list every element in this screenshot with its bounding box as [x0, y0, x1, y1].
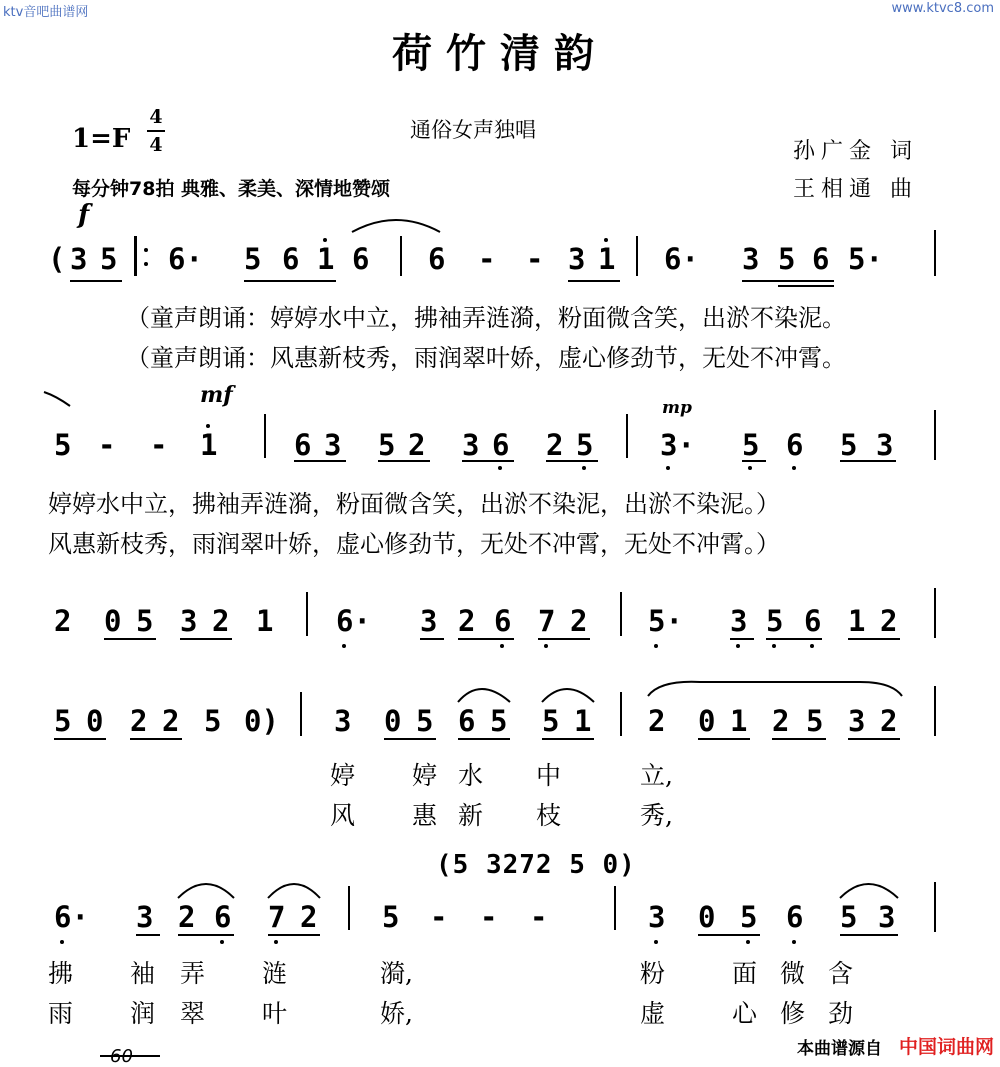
note-5: 5 [766, 604, 784, 638]
note-3: 3 [334, 704, 352, 738]
lyric-syllable: 惠 [412, 801, 438, 830]
note-1: 1 [730, 704, 748, 738]
dash: - [530, 900, 548, 934]
note-0: 0 [698, 900, 716, 934]
note-3: 3 [876, 428, 894, 462]
note-6: 6 [492, 428, 510, 462]
lyric-syllable: 叶 [262, 999, 288, 1028]
dash: - [150, 428, 168, 462]
note-1: 1 [574, 704, 592, 738]
note-5: 5 [382, 900, 400, 934]
lyric-syllable: 涟 [262, 959, 288, 988]
note-5: 5 [742, 428, 760, 462]
note-6: 6 [804, 604, 822, 638]
note-3: 3 [648, 900, 666, 934]
lyric-syllable: 微 [780, 959, 806, 988]
note-5: 5 [100, 242, 118, 276]
key-signature: 1=F [72, 124, 131, 154]
note-3: 3 [742, 242, 760, 276]
lyric-syllable: 婷 [412, 761, 438, 790]
note-2: 2 [880, 704, 898, 738]
lyric-syllable: 劲 [828, 999, 854, 1028]
lyric-syllable: 修 [780, 999, 806, 1028]
note-5: 5 [490, 704, 508, 738]
note-2: 2 [772, 704, 790, 738]
open-paren: ( [48, 242, 66, 276]
note-5: 5 [378, 428, 396, 462]
note-2: 2 [880, 604, 898, 638]
lyric-syllable: 润 [130, 999, 156, 1028]
note-1: 1 [256, 604, 274, 638]
note-3: 3 [136, 900, 154, 934]
lyric-syllable: 袖 [130, 959, 156, 988]
watermark-right: www.ktvc8.com [891, 1, 994, 16]
note-5: 5 [54, 428, 72, 462]
dynamic-forte: f [78, 200, 90, 230]
note-3: 3 [848, 704, 866, 738]
lyric-syllable: 弄 [180, 959, 206, 988]
note-0: 0 [698, 704, 716, 738]
watermark-left: ktv音吧曲谱网 [3, 5, 89, 20]
note-3: 3 [420, 604, 438, 638]
lyric-line-1: 婷婷水中立，拂袖弄涟漪，粉面微含笑，出淤不染泥，出淤不染泥。） [48, 490, 780, 518]
note-5: 5 [806, 704, 824, 738]
lyric-syllable: 翠 [180, 999, 206, 1028]
note-0: 0 [104, 604, 122, 638]
tie [542, 689, 594, 702]
note-6: 6· [168, 242, 203, 276]
note-1: 1 [848, 604, 866, 638]
dash: - [526, 242, 544, 276]
tie [840, 884, 898, 898]
note-2: 2 [300, 900, 318, 934]
note-2: 2 [212, 604, 230, 638]
note-6: 6 [428, 242, 446, 276]
note-6: 6 [294, 428, 312, 462]
lyric-syllable: 雨 [48, 999, 74, 1028]
note-6: 6 [786, 428, 804, 462]
tie [458, 689, 510, 702]
note-2: 2 [648, 704, 666, 738]
tempo-marking: 每分钟78拍 典雅、柔美、深情地赞颂 [72, 178, 391, 200]
note-6: 6 [494, 604, 512, 638]
composer: 王相通 曲 [793, 177, 918, 202]
dash: - [478, 242, 496, 276]
tie [44, 392, 70, 406]
note-3: 3· [660, 428, 695, 462]
note-5: 5 [778, 242, 796, 276]
note-5: 5 [840, 428, 858, 462]
slur [648, 682, 902, 696]
dash: - [430, 900, 448, 934]
lyric-line-1: （童声朗诵：婷婷水中立，拂袖弄涟漪，粉面微含笑，出淤不染泥。 [126, 304, 846, 332]
note-5: 5 [740, 900, 758, 934]
note-6: 6 [786, 900, 804, 934]
note-0: 0 [384, 704, 402, 738]
note-5: 5 [542, 704, 560, 738]
note-3: 3 [70, 242, 88, 276]
lyric-syllable: 虚 [640, 999, 666, 1028]
note-3: 3 [878, 900, 896, 934]
note-1: 1 [598, 242, 616, 276]
lyricist: 孙广金 词 [793, 139, 918, 164]
note-3: 3 [730, 604, 748, 638]
note-5: 5 [840, 900, 858, 934]
note-2: 2 [570, 604, 588, 638]
note-6: 6· [54, 900, 89, 934]
note-5: 5 [244, 242, 262, 276]
lyric-syllable: 秀, [640, 801, 673, 830]
footer-site-name[interactable]: 中国词曲网 [898, 1036, 994, 1058]
lyric-line-2: （童声朗诵：风惠新枝秀，雨润翠叶娇，虚心修劲节，无处不冲霄。 [126, 344, 846, 372]
note-3: 3 [462, 428, 480, 462]
lyric-syllable: 心 [732, 999, 758, 1028]
note-7: 7 [268, 900, 286, 934]
note-5: 5· [648, 604, 683, 638]
page-number: 60 [110, 1046, 133, 1067]
dash: - [480, 900, 498, 934]
lyric-syllable: 新 [458, 801, 484, 830]
note-5: 5 [576, 428, 594, 462]
dash: - [98, 428, 116, 462]
note-0-close: 0) [244, 704, 279, 738]
ossia-passage: (5 3272 5 0) [436, 850, 636, 880]
note-2: 2 [408, 428, 426, 462]
song-title: 荷竹清韵 [392, 30, 608, 77]
lyric-syllable: 漪, [380, 959, 413, 988]
lyric-syllable: 含 [828, 959, 854, 988]
note-2: 2 [178, 900, 196, 934]
note-1: 1 [317, 242, 335, 276]
note-2: 2 [546, 428, 564, 462]
note-3: 3 [180, 604, 198, 638]
note-5: 5 [204, 704, 222, 738]
note-6: 6· [336, 604, 371, 638]
lyric-syllable: 中 [536, 761, 562, 790]
note-6: 6 [214, 900, 232, 934]
note-2: 2 [162, 704, 180, 738]
lyric-syllable: 枝 [536, 801, 562, 830]
lyric-syllable: 娇, [380, 999, 413, 1028]
time-signature-top: 4 [149, 106, 163, 128]
lyric-syllable: 面 [732, 959, 758, 988]
lyric-line-2: 风惠新枝秀，雨润翠叶娇，虚心修劲节，无处不冲霄，无处不冲霄。） [48, 530, 780, 558]
note-5: 5 [54, 704, 72, 738]
tie [268, 884, 320, 898]
lyric-syllable: 立, [640, 761, 673, 790]
note-0: 0 [86, 704, 104, 738]
footer-source-label: 本曲谱源自 [797, 1039, 882, 1059]
note-6: 6· [664, 242, 699, 276]
note-3: 3 [568, 242, 586, 276]
time-signature-bottom: 4 [149, 134, 163, 156]
note-2: 2 [54, 604, 72, 638]
tie [178, 884, 234, 898]
subtitle: 通俗女声独唱 [410, 118, 536, 142]
note-5: 5· [848, 242, 883, 276]
lyric-syllable: 风 [330, 801, 356, 830]
note-6: 6 [458, 704, 476, 738]
dynamic-mezzo-piano: mp [662, 398, 692, 418]
tie [352, 220, 440, 232]
note-6: 6 [282, 242, 300, 276]
lyric-syllable: 拂 [48, 959, 74, 988]
lyric-syllable: 婷 [330, 761, 356, 790]
note-3: 3 [324, 428, 342, 462]
note-1: 1 [200, 428, 218, 462]
note-5: 5 [416, 704, 434, 738]
note-7: 7 [538, 604, 556, 638]
dynamic-mezzo-forte: mf [200, 382, 233, 408]
lyric-syllable: 粉 [640, 959, 666, 988]
note-2: 2 [130, 704, 148, 738]
note-6: 6 [812, 242, 830, 276]
lyric-syllable: 水 [458, 761, 484, 790]
note-6: 6 [352, 242, 370, 276]
note-2: 2 [458, 604, 476, 638]
note-5: 5 [136, 604, 154, 638]
